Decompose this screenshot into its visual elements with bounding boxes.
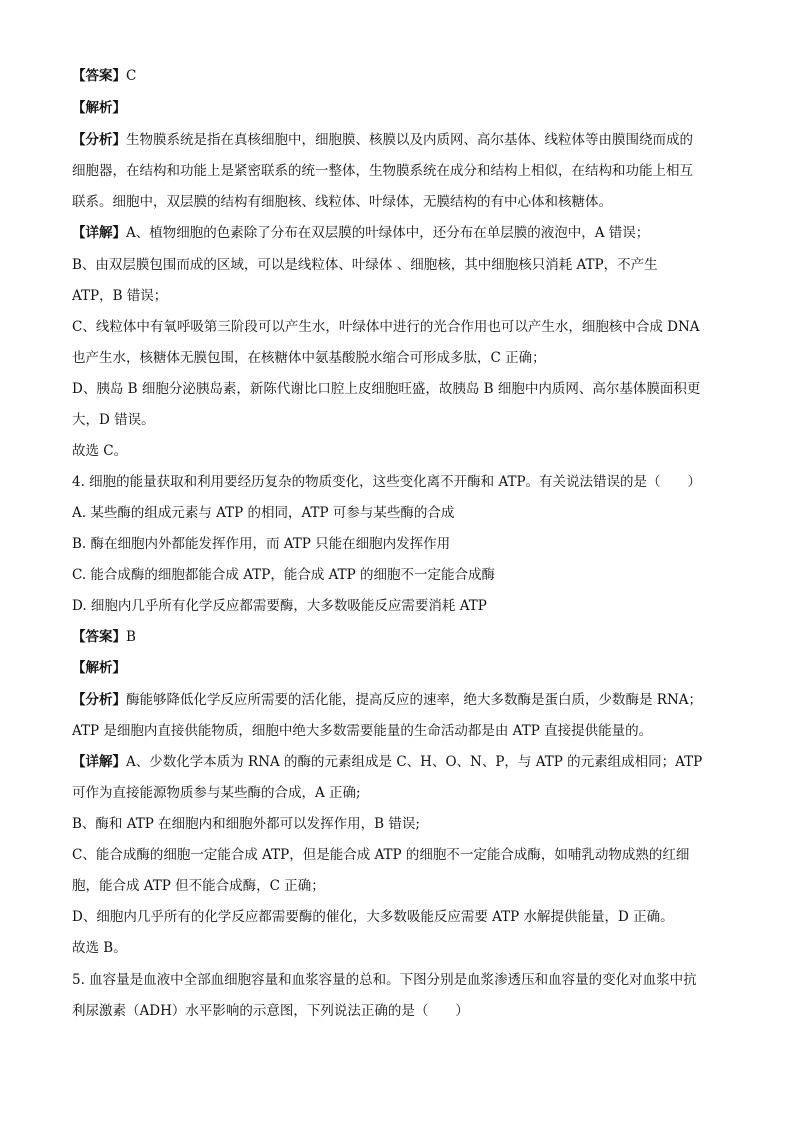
answer-label: 【答案】 <box>72 68 126 84</box>
q3-option-c-line-2: 也产生水，核糖体无膜包围，在核糖体中氨基酸脱水缩合可形成多肽，C 正确； <box>72 350 546 366</box>
q3-analysis-label: 【解析】 <box>72 100 126 116</box>
q4-option-c: C. 能合成酶的细胞都能合成 ATP，能合成 ATP 的细胞不一定能合成酶 <box>72 567 496 583</box>
q4-answer <box>72 627 722 647</box>
q3-option-b-line-1: B、由双层膜包围而成的区域，可以是线粒体、叶绿体 、细胞核，其中细胞核只消耗 ATP，不产生 <box>72 257 658 273</box>
q5-stem-line-1: 5. 血容量是血液中全部血细胞容量和血浆容量的总和。下图分别是血浆渗透压和血容量的变化对血浆中抗 <box>72 972 697 988</box>
answer-value: C <box>126 68 137 84</box>
q4-option-b-analysis: B、酶和 ATP 在细胞内和细胞外都可以发挥作用，B 错误; <box>72 816 420 832</box>
q4-option-d-analysis: D、细胞内几乎所有的化学反应都需要酶的催化，大多数吸能反应需要 ATP 水解提供能量，D 正确。 <box>72 909 674 925</box>
q4-option-a: A. 某些酶的组成元素与 ATP 的相同，ATP 可参与某些酶的合成 <box>72 505 455 521</box>
q4-stem: 4. 细胞的能量获取和利用要经历复杂的物质变化，这些变化离不开酶和 ATP。有关说法错误的是（ ） <box>72 474 702 490</box>
q4-fenxi-line-2: ATP 是细胞内直接供能物质，细胞中绝大多数需要能量的生命活动都是由 ATP 直接提供能量的。 <box>72 723 653 739</box>
fenxi-text: 酶能够降低化学反应所需要的活化能，提高反应的速率，绝大多数酶是蛋白质，少数酶是 RNA； <box>126 692 703 708</box>
xiangjie-text: A、植物细胞的色素除了分布在双层膜的叶绿体中，还分布在单层膜的液泡中，A 错误； <box>126 225 650 241</box>
q3-option-d-line-2: 大，D 错误。 <box>72 412 155 428</box>
q5-stem-line-2: 利尿激素（ADH）水平影响的示意图，下列说法正确的是（ ） <box>72 1003 469 1019</box>
q3-option-c-line-1: C、线粒体中有氧呼吸第三阶段可以产生水，叶绿体中进行的光合作用也可以产生水，细胞核中合成 DNA <box>72 319 700 335</box>
q4-conclusion: 故选 B。 <box>72 940 127 956</box>
answer-value: B <box>126 629 136 645</box>
q4-xiangjie-line-2: 可作为直接能源物质参与某些酶的合成，A 正确; <box>72 785 361 801</box>
fenxi-label: 【分析】 <box>72 692 126 708</box>
xiangjie-label: 【详解】 <box>72 225 126 241</box>
q3-fenxi-line-3: 联系。细胞中，双层膜的结构有细胞核、线粒体、叶绿体，无膜结构的有中心体和核糖体。 <box>72 194 612 210</box>
q4-option-b: B. 酶在细胞内外都能发挥作用，而 ATP 只能在细胞内发挥作用 <box>72 536 451 552</box>
q4-option-c-line-2: 胞，能合成 ATP 但不能合成酶，C 正确； <box>72 878 325 894</box>
fenxi-label: 【分析】 <box>72 132 126 148</box>
q3-option-d-line-1: D、胰岛 B 细胞分泌胰岛素，新陈代谢比口腔上皮细胞旺盛，故胰岛 B 细胞中内质网、高尔基体膜面积更 <box>72 381 701 397</box>
q4-option-c-line-1: C、能合成酶的细胞一定能合成 ATP，但是能合成 ATP 的细胞不一定能合成酶，如哺乳动物成熟的红细 <box>72 847 690 863</box>
xiangjie-label: 【详解】 <box>72 754 126 770</box>
q4-analysis-label: 【解析】 <box>72 660 126 676</box>
q3-fenxi-line-2: 细胞器，在结构和功能上是紧密联系的统一整体，生物膜系统在成分和结构上相似，在结构和功能上相互 <box>72 163 693 179</box>
q3-xiangjie-line-1 <box>72 223 722 243</box>
q3-answer <box>72 66 722 86</box>
answer-label: 【答案】 <box>72 629 126 645</box>
fenxi-text: 生物膜系统是指在真核细胞中，细胞膜、核膜以及内质网、高尔基体、线粒体等由膜围绕而成的 <box>126 132 693 148</box>
q3-conclusion: 故选 C。 <box>72 443 128 459</box>
q3-option-b-line-2: ATP，B 错误； <box>72 288 168 304</box>
q4-option-d: D. 细胞内几乎所有化学反应都需要酶，大多数吸能反应需要消耗 ATP <box>72 598 487 614</box>
xiangjie-text: A、少数化学本质为 RNA 的酶的元素组成是 C、H、O、N、P，与 ATP 的元素组成相同；ATP <box>126 754 703 770</box>
q4-xiangjie-line-1 <box>72 752 722 772</box>
q4-fenxi-line-1 <box>72 690 722 710</box>
q3-fenxi-line-1 <box>72 130 722 150</box>
